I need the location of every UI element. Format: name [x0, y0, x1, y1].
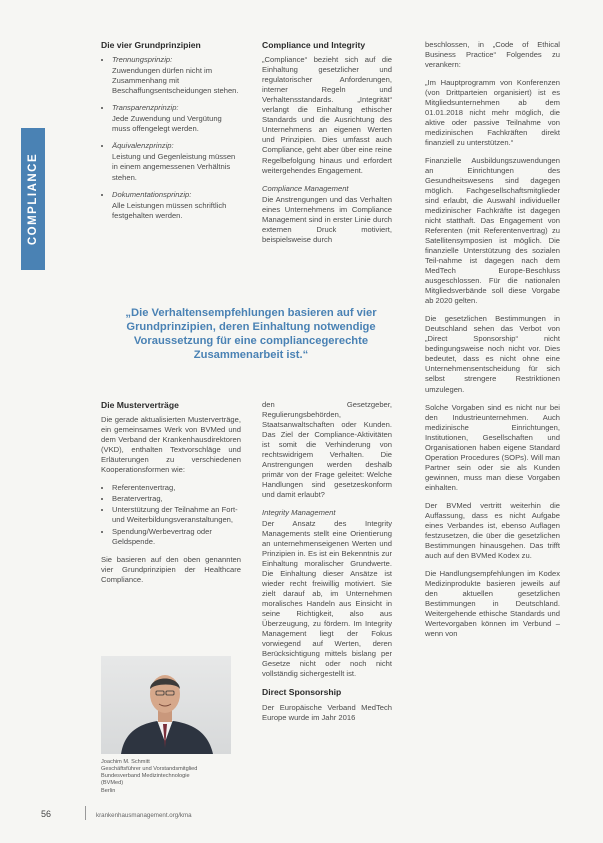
paragraph: Der Ansatz des Integrity Managements stellt eine Orientierung an unternehmenseigenen Werten und Prinzipien in. Es ist ein Bekenntnis zur Einhaltung moralischer Grundwerte. Die Einhaltung dieser Ansätze ist wieder recht freiwillig motiviert. Sie zielt darauf ab, im Unternehmen moralisches Handeln aus Einsicht in seine Richtigkeit, also aus Überzeugung, zu fördern. Im Integrity Management liegt der Fokus vorwiegend auf Werten, deren Berücksichtigung mittels bislang per Gesetze nicht oder noch nicht vollständig sichergestellt ist.: [262, 519, 392, 679]
paragraph: Finanzielle Ausbildungszuwendungen an Einrichtungen des Gesundheitswesens sind dagegen möglich. Fachgesellschaftsmitglieder sind erlaubt, die Auswahl individueller medizinischer Fachkräfte ist dagegen nicht statthaft. Das Engagement von Referenten (mit Referentenvertrag) zu Satellitensymposien ist möglich. Die finanzielle Unterstützung des sozialen Teil-nahme ist dagegen nach dem MedTech Europe-Beschluss ausgeschlossen. Für die nationalen Mitgliedsverbände soll diese Vorgabe ab 2020 gelten.: [425, 156, 560, 306]
list-item: • Beratervertrag,: [112, 494, 241, 504]
portrait-illustration: [101, 656, 231, 754]
principle-item: [112, 141, 241, 182]
caption-line: Geschäftsführer und Vorstandsmitglied: [101, 766, 198, 773]
section-tab-label: COMPLIANCE: [27, 152, 39, 246]
column-2-top: [262, 40, 392, 253]
paragraph: beschlossen, in „Code of Ethical Business Practice“ Folgendes zu verankern:: [425, 40, 560, 70]
principle-text: Alle Leistungen müssen schriftlich festgehalten werden.: [112, 200, 227, 220]
principle-item: [112, 55, 241, 96]
paragraph: Der Europäische Verband MedTech Europe wurde im Jahr 2016: [262, 702, 392, 722]
principle-title: • Trennungsprinzip:: [112, 55, 173, 65]
page-number: 56: [41, 809, 52, 819]
list-item: • Referentenvertrag,: [112, 483, 241, 493]
paragraph: Die gerade aktualisierten Musterverträge, ein gemeinsames Werk von BVMed und dem Verband der Krankenhausdirektoren (VKD), enthalten Textvorschläge und Erläuterungen zu verschiedenen Kooperationsformen wie:: [101, 415, 241, 475]
principle-title: • Transparenzprinzip:: [112, 103, 179, 113]
paragraph: Sie basieren auf den oben genannten vier Grundprinzipien der Healthcare Compliance.: [101, 554, 241, 584]
caption-line: Berlin: [101, 787, 116, 794]
paragraph: „Compliance“ bezieht sich auf die Einhaltung gesetzlicher und regulatorischer Anforderungen, interner Regeln und Verhaltensstandards. „Integrität“ verlangt die Einhaltung ethischer Standards und die Ausrichtung des Unternehmens an eigenen Werten und Prinzipien. Dies umfasst auch Compliance, geht aber über eine reine Regelbefolgung hinaus und erfordert weitergehendes Engagement.: [262, 55, 392, 175]
footer-divider: [85, 806, 86, 820]
column-3: [425, 40, 560, 647]
list-item: • Unterstützung der Teilnahme an Fort- und Weiterbildungsveranstaltungen,: [112, 505, 241, 525]
footer-url: krankenhausmanagement.org/kma: [96, 812, 192, 819]
caption-line: Joachim M. Schmitt: [101, 759, 150, 765]
column-1-bottom: [101, 400, 241, 593]
compliance-integrity-heading: Compliance und Integrity: [262, 40, 366, 50]
list-item: • Spendung/Werbevertrag oder Geldspende.: [112, 527, 241, 547]
photo-caption: [101, 759, 241, 795]
principle-item: [112, 103, 241, 134]
column-1-top: [101, 40, 241, 229]
paragraph: den Gesetzgeber, Regulierungsbehörden, Staatsanwaltschaften oder Kunden. Das Ziel der Compliance-Aktivitäten ist somit die Verhinderung von rechtswidrigem Verhalten. Die Anstrengungen werden deshalb primär von der Frage geleitet: Welche Handlungen sind gesetzeskonform und damit erlaubt?: [262, 400, 392, 500]
section-tab: [21, 128, 45, 270]
paragraph: Solche Vorgaben sind es nicht nur bei den Industrieunternehmen. Auch medizinische Einrichtungen, Institutionen, Gesellschaften und Organisationen haben eigene Standard Operation Procedures (SOPs). Will man Partner sein oder sie als Kunden gewinnen, muss man diese Vorgaben einhalten.: [425, 402, 560, 492]
paragraph: Die Handlungsempfehlungen im Kodex Medizinprodukte basieren jeweils auf den aktuellen gesetzlichen Bestimmungen in Deutschland. Weitergehende ethische Standards und Wertevorgaben können im Verbund – wenn von: [425, 568, 560, 638]
principle-text: Leistung und Gegenleistung müssen in einem angemessenen Verhältnis stehen.: [112, 152, 236, 182]
principle-text: Jede Zuwendung und Vergütung muss offengelegt werden.: [112, 114, 222, 134]
paragraph: Der BVMed vertritt weiterhin die Auffassung, dass es nicht Aufgabe eines Verbandes ist, ebenso Auflagen festzusetzen, die über die gesetzlichen Bestimmungen hinausgehen. Das trifft auch auf den BVMed Kodex zu.: [425, 500, 560, 560]
caption-line: Bundesverband Medizintechnologie: [101, 773, 190, 780]
principle-text: Zuwendungen dürfen nicht im Zusammenhang mit Beschaffungsentscheidungen stehen.: [112, 66, 239, 96]
pull-quote: „Die Verhaltensempfehlungen basieren auf vier Grundprinzipien, deren Einhaltung notwendige Voraussetzung für eine compliancegerechte Zusammenarbeit ist.“: [125, 307, 377, 361]
subheading: Compliance Management: [262, 183, 349, 193]
paragraph: „Im Hauptprogramm von Konferenzen (von Drittparteien organisiert) ist es Mitgliedsunternehmen ab dem 01.01.2018 nicht mehr möglich, die aktive oder passive Teilnahme von medizinischen Fachkräften direkt finanziell zu unterstützen.“: [425, 78, 560, 148]
subheading: Integrity Management: [262, 508, 336, 518]
mustervertraege-heading: Die Musterverträge: [101, 400, 179, 410]
principle-title: • Äquivalenzprinzip:: [112, 141, 174, 151]
grundprinzipien-heading: Die vier Grundprinzipien: [101, 40, 201, 50]
paragraph: Die gesetzlichen Bestimmungen in Deutschland sehen das Verbot von „Direct Sponsorship“ nicht bedingungsweise noch nicht vor. Dies bedeutet, dass es nicht ohne eine Unternehmensentscheidung für sich selbst strengere Restriktionen umzulegen.: [425, 314, 560, 394]
column-2-bottom: [262, 400, 392, 731]
principle-title: • Dokumentationsprinzip:: [112, 189, 192, 199]
contract-list: [101, 483, 241, 546]
principles-list: [101, 55, 241, 220]
direct-sponsorship-heading: Direct Sponsorship: [262, 687, 342, 698]
caption-line: (BVMed): [101, 780, 124, 787]
paragraph: Die Anstrengungen und das Verhalten eines Unternehmens im Compliance Management sind in erster Linie durch externen Druck motiviert, beispielsweise durch: [262, 194, 392, 244]
portrait-photo: [101, 656, 231, 754]
principle-item: [112, 190, 241, 221]
